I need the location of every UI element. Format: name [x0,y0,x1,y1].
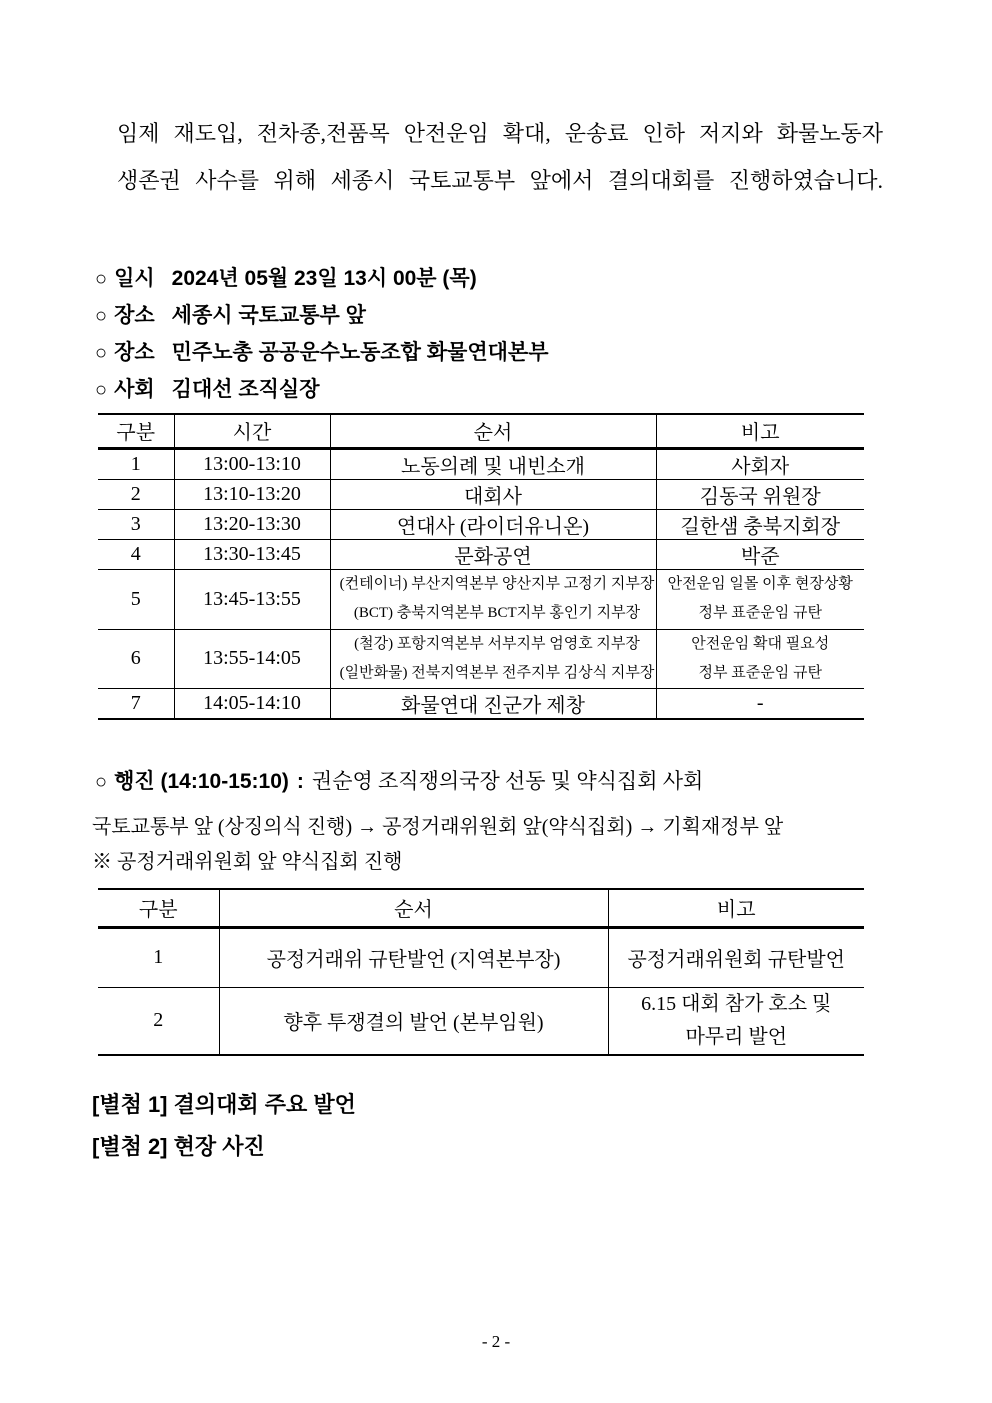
cell-no: 6 [98,629,174,688]
intro-line-2: 생존권 사수를 위해 세종시 국토교통부 앞에서 결의대회를 진행하였습니다. [117,168,883,193]
cell-time: 13:45-13:55 [174,569,330,629]
cell-note: 김동국 위원장 [656,479,864,509]
attachment-item-1: [별첨 1] 결의대회 주요 발언 [92,1092,356,1117]
cell-time: 13:10-13:20 [174,479,330,509]
cell-no: 2 [153,1009,164,1031]
march-colon: : [296,770,304,793]
info-label: 장소 [114,341,155,364]
cell-order-line-1: (철강) 포항지역본부 서부지부 엄영호 지부장 [354,635,640,652]
table-row [98,688,864,719]
attachment-list [92,1084,356,1168]
march-heading [95,766,703,797]
circle-bullet-icon: ○ [95,268,108,290]
cell-note-line-2: 마무리 발언 [685,1025,788,1048]
cell-note: - [656,688,864,719]
cell-note: 길한샘 충북지회장 [656,509,864,539]
table-row [98,479,864,509]
col-header-no: 구분 [98,414,174,448]
circle-bullet-icon: ○ [95,305,108,327]
cell-note-line-1: 안전운임 확대 필요성 [691,635,830,652]
table-row [98,987,864,1055]
cell-order: 공정거래위 규탄발언 (지역본부장) [219,927,608,987]
circle-bullet-icon: ○ [95,379,108,401]
cell-order-line-2: (BCT) 충북지역본부 BCT지부 홍인기 지부장 [353,605,641,621]
cell-note-line-2: 정부 표준운임 규탄 [698,664,822,681]
cell-note [656,569,864,629]
cell-order: 문화공연 [330,539,656,569]
cell-no: 2 [98,479,174,509]
cell-time: 13:55-14:05 [174,629,330,688]
cell-time: 13:00-13:10 [174,448,330,479]
table-header-row [98,889,864,927]
info-item-mc [95,371,549,408]
col-header-order: 순서 [219,889,608,927]
info-label: 일시 [114,267,155,290]
info-value: 2024년 05월 23일 13시 00분 (목) [171,267,477,290]
col-header-order: 순서 [330,414,656,448]
cell-order: 화물연대 진군가 제창 [330,688,656,719]
cell-note-line-2: 정부 표준운임 규탄 [698,605,822,621]
cell-note: 공정거래위원회 규탄발언 [608,927,864,987]
cell-note: 사회자 [656,448,864,479]
table-row [98,448,864,479]
cell-order: 연대사 (라이더유니온) [330,509,656,539]
page-number: - 2 - [481,1332,511,1351]
cell-order [330,569,656,629]
info-item-place [95,297,549,334]
col-header-note: 비고 [608,889,864,927]
info-label: 사회 [114,378,155,401]
attachment-item-2: [별첨 2] 현장 사진 [92,1134,265,1159]
cell-no: 3 [98,509,174,539]
march-title-rest: 권순영 조직쟁의국장 선동 및 약식집회 사회 [311,769,704,793]
table-row [98,569,864,629]
cell-order [330,629,656,688]
col-header-note: 비고 [656,414,864,448]
circle-bullet-icon: ○ [95,342,108,364]
cell-time: 13:30-13:45 [174,539,330,569]
cell-note-line-1: 안전운임 일몰 이후 현장상황 [667,576,853,592]
table-row [98,509,864,539]
cell-note: 박준 [656,539,864,569]
cell-no: 1 [98,927,219,987]
info-value: 세종시 국토교통부 앞 [171,304,366,327]
march-title-bold: 행진 (14:10-15:10) [114,770,289,793]
cell-order: 향후 투쟁결의 발언 (본부임원) [219,987,608,1055]
schedule-table [98,413,864,720]
march-route: 국토교통부 앞 (상징의식 진행) → 공정거래위원회 앞(약식집회) → 기획재정부 앞 [92,816,784,838]
cell-no: 5 [98,569,174,629]
event-info-list [95,260,549,408]
cell-no: 7 [130,691,141,714]
table-header-row [98,414,864,448]
cell-order: 대회사 [330,479,656,509]
col-header-time: 시간 [174,414,330,448]
cell-order: 노동의례 및 내빈소개 [330,448,656,479]
intro-line-1: 임제 재도입, 전차종,전품목 안전운임 확대, 운송료 인하 저지와 화물노동자 [117,121,883,146]
cell-order-line-1: (컨테이너) 부산지역본부 양산지부 고정기 지부장 [339,576,655,592]
cell-order-line-2: (일반화물) 전북지역본부 전주지부 김상식 지부장 [339,664,655,681]
info-item-organizer [95,334,549,371]
cell-note [608,987,864,1055]
march-table [98,888,864,1056]
cell-no: 1 [98,448,174,479]
cell-time: 14:05-14:10 [174,688,330,719]
cell-note-line-1: 6.15 대회 참가 호소 및 [641,992,832,1015]
table-row [98,629,864,688]
table-row [98,539,864,569]
cell-no: 4 [98,539,174,569]
info-value: 민주노총 공공운수노동조합 화물연대본부 [171,341,549,364]
cell-time: 13:20-13:30 [174,509,330,539]
col-header-no: 구분 [98,889,219,927]
cell-note [656,629,864,688]
table-row [98,927,864,987]
march-note: ※ 공정거래위원회 앞 약식집회 진행 [92,851,403,873]
circle-bullet-icon: ○ [95,771,108,793]
info-value: 김대선 조직실장 [171,378,320,401]
info-label: 장소 [114,304,155,327]
info-item-datetime [95,260,549,297]
intro-paragraph [117,110,883,204]
